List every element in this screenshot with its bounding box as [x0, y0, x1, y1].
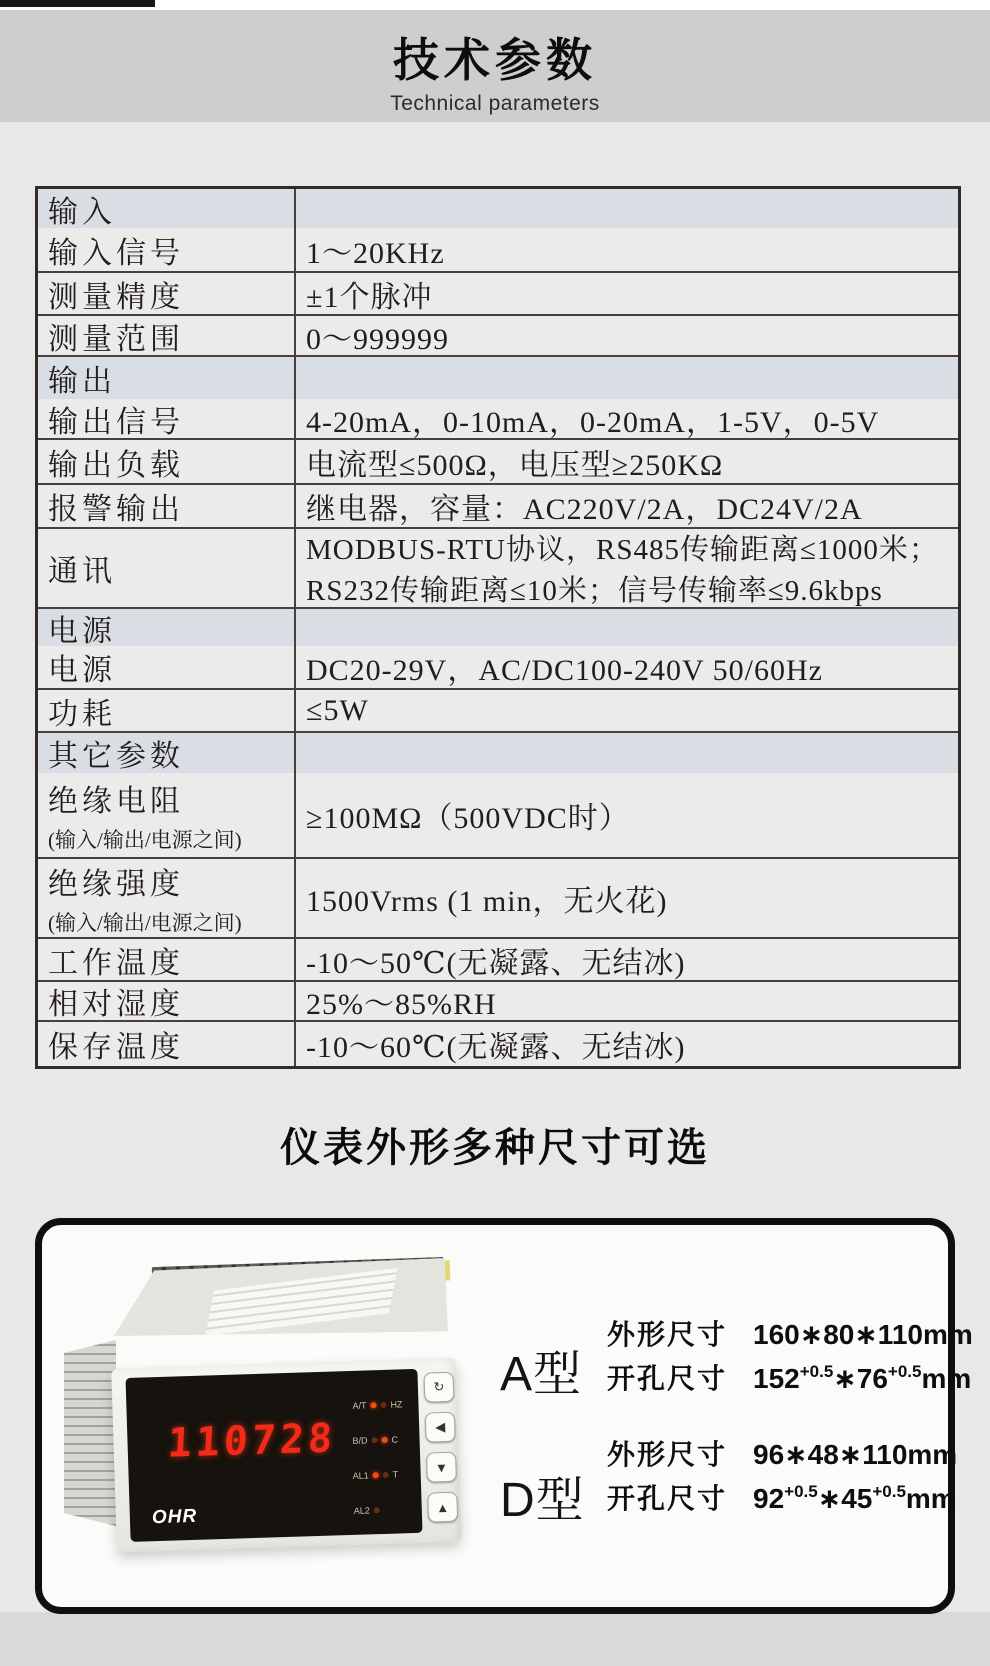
table-row-section	[38, 733, 958, 773]
spec-table	[35, 186, 961, 1069]
table-row-section	[38, 609, 958, 646]
row-value: MODBUS-RTU协议，RS485传输距离≤1000米； RS232传输距离≤10米；信号传输率≤9.6kbps	[306, 534, 939, 607]
row-value: ±1个脉冲	[306, 280, 433, 314]
device-front-bezel	[111, 1358, 462, 1553]
row-value	[296, 609, 958, 646]
row-label: 输出	[38, 357, 296, 399]
size-section-heading: 仪表外形多种尺寸可选	[280, 1126, 710, 1170]
row-value: 0～999999	[306, 322, 449, 356]
led-dot	[381, 1436, 387, 1442]
table-row-section	[38, 189, 958, 228]
row-value: ≥100MΩ（500VDC时）	[306, 802, 630, 835]
table-row	[38, 529, 958, 609]
size-options-card	[35, 1218, 973, 1614]
table-row	[38, 440, 958, 485]
row-value: 25%～85%RH	[306, 988, 497, 1021]
cycle-button-icon: ↻	[423, 1372, 454, 1403]
device-buttons	[423, 1372, 458, 1533]
header-band	[0, 10, 990, 122]
row-label: 测量精度	[38, 273, 296, 314]
indicator-row: AL1 T	[352, 1469, 399, 1481]
row-label: 电源	[38, 646, 296, 688]
row-label: 功耗	[38, 690, 296, 731]
device-display-panel	[126, 1369, 423, 1542]
top-notch	[0, 0, 155, 7]
row-value: -10～50℃(无凝露、无结冰)	[306, 946, 686, 980]
row-value: 继电器，容量：AC220V/2A，DC24V/2A	[306, 493, 863, 526]
table-row	[38, 273, 958, 316]
led-dot	[370, 1402, 376, 1408]
model-d-cutout-size: 开孔尺寸 $92^{+0.5}∗45^{+0.5}mm$	[607, 1482, 956, 1514]
indicator-row: B/D C	[352, 1433, 399, 1446]
led-dot	[380, 1401, 386, 1407]
row-value	[296, 189, 958, 228]
row-label: 通讯	[38, 529, 296, 607]
row-label: 输出负载	[38, 440, 296, 483]
table-row-section	[38, 357, 958, 399]
table-row	[38, 646, 958, 690]
led-dot	[373, 1472, 379, 1478]
model-d-outer-size: 外形尺寸 96∗48∗110mm	[607, 1439, 958, 1470]
panel-meter-photo	[64, 1255, 504, 1585]
model-d-label: D型	[500, 1474, 585, 1527]
table-row	[38, 939, 958, 982]
device-label-sticker	[205, 1268, 397, 1336]
up-button-icon: ▲	[427, 1492, 458, 1523]
row-label: 绝缘电阻 (输入/输出/电源之间)	[38, 773, 296, 857]
model-a-cutout-size: 开孔尺寸 $152^{+0.5}∗76^{+0.5}mm$	[607, 1362, 972, 1394]
page-subtitle: Technical parameters	[390, 92, 600, 115]
table-row	[38, 1022, 958, 1066]
row-value: 4-20mA，0-10mA，0-20mA，1-5V，0-5V	[306, 405, 880, 439]
seven-segment-display: 110728	[166, 1415, 338, 1467]
row-value: DC20-29V，AC/DC100-240V 50/60Hz	[306, 654, 823, 687]
row-label: 其它参数	[38, 733, 296, 773]
model-a-outer-size: 外形尺寸 160∗80∗110mm	[607, 1319, 973, 1350]
indicator-row: AL2	[352, 1502, 420, 1517]
row-value	[296, 733, 958, 773]
row-label: 输出信号	[38, 399, 296, 438]
down-button-icon: ▼	[426, 1452, 457, 1483]
led-dot	[371, 1437, 377, 1443]
model-a-label: A型	[500, 1348, 583, 1401]
table-row	[38, 316, 958, 357]
row-label: 报警输出	[38, 485, 296, 527]
table-row	[38, 228, 958, 273]
row-label: 保存温度	[38, 1022, 296, 1066]
row-value	[296, 357, 958, 399]
left-button-icon: ◀	[425, 1412, 456, 1443]
row-label: 绝缘强度 (输入/输出/电源之间)	[38, 859, 296, 937]
row-value: -10～60℃(无凝露、无结冰)	[306, 1031, 686, 1064]
row-value: 1500Vrms (1 min，无火花)	[306, 885, 668, 918]
footer-band	[0, 1612, 990, 1666]
row-label: 输入	[38, 189, 296, 228]
row-value: 1～20KHz	[306, 236, 445, 270]
table-row	[38, 859, 958, 939]
table-row	[38, 982, 958, 1022]
row-value: ≤5W	[306, 693, 369, 727]
table-row	[38, 690, 958, 733]
row-label: 工作温度	[38, 939, 296, 980]
row-label: 相对湿度	[38, 982, 296, 1020]
led-dot	[374, 1507, 380, 1513]
device-vent-side	[64, 1340, 116, 1526]
brand-logo: OHR	[151, 1505, 198, 1529]
row-label: 测量范围	[38, 316, 296, 355]
indicator-leds	[348, 1375, 420, 1517]
row-value: 电流型≤500Ω，电压型≥250KΩ	[306, 448, 724, 482]
row-label: 输入信号	[38, 228, 296, 271]
table-row	[38, 773, 958, 859]
table-row	[38, 485, 958, 529]
indicator-row: A/T HZ	[352, 1398, 403, 1411]
led-dot	[383, 1471, 389, 1477]
table-row	[38, 399, 958, 440]
row-label: 电源	[38, 609, 296, 646]
page-title: 技术参数	[393, 34, 597, 86]
